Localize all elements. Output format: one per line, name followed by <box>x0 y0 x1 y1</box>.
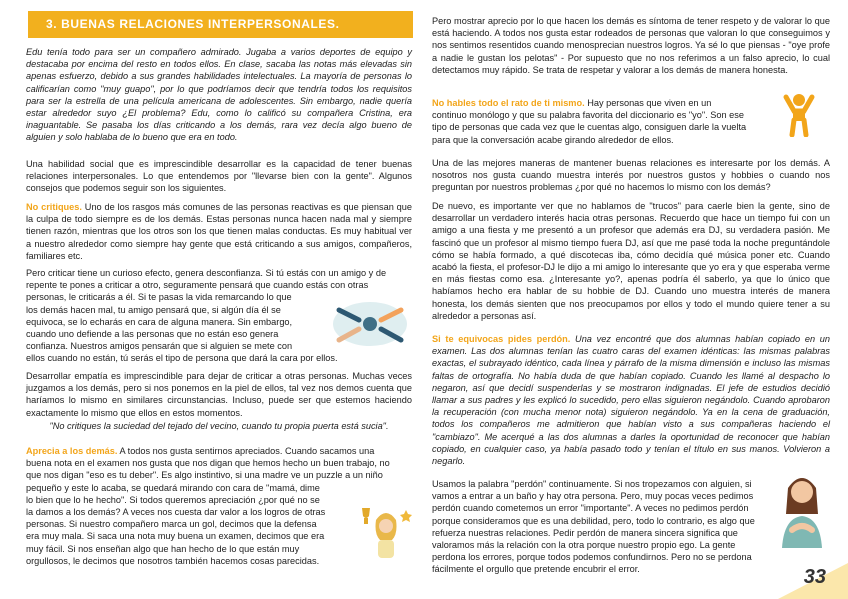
heading-perdon: Si te equivocas pides perdón. <box>432 334 571 344</box>
quote: "No critiques la suciedad del tejado del vecino, cuando tu propia puerta está sucia". <box>49 421 389 431</box>
paragraph-criticar: Pero criticar tiene un curioso efecto, genera desconfianza. Si tú estás con un amigo y de repente te pones a criticar a otro, seguramente pensará que cuando estás con otras personas, le criticarás a él. Si te pasas la vida remarcando lo que los demás hacen mal, tu amigo pensará que, si algún día él se equivoca, se lo echarás en cara de alguna manera. Sin embargo, cuando uno defiende a las personas que no están eso genera confianza. Nuestros amigos pensarán que si alguien se mete con ellos cuando no están, tú serás el tipo de persona que dará la cara por ellos. <box>26 268 387 364</box>
paragraph-palabra-perdon: Usamos la palabra "perdón" continuamente. Si nos tropezamos con alguien, si vamos a entrar a un baño y hay otra persona. Pero, muy pocas veces pedimos perdón cuando cometemos un error "importante". A veces no pedimos perdón porque consideramos que es una debilidad, pero, todo lo contrario, es algo que refuerza nuestras relaciones. Pedir perdón de manera sincera significa que valoramos más la relación con la otra porque nuestro propio ego. La gente perdona los errores, porque todos podemos confundirnos. Pero no se perdona fácilmente el orgullo que pretende encubrir el error. <box>432 479 755 575</box>
page-number: 33 <box>803 566 826 588</box>
paragraph-maneras: Una de las mejores maneras de mantener buenas relaciones es interesarte por los demás. A nosotros nos gusta cuando muestra interés por nuestros gustos y hobbies o cuando nos preguntan por nuestros problemas ¿por qué no hacemos lo mismo con los demás? <box>432 158 830 193</box>
section-banner: 3. BUENAS RELACIONES INTERPERSONALES. <box>28 11 413 38</box>
paragraph-critiques: No critiques. Uno de los rasgos más comunes de las personas reactivas es que piensan que la culpa de todo siempre es de los demás. Estas personas nunca hacen nada mal y siempre tienen razón, mientras que los otros son los que tienen malas conductas. Es muy habitual ver a nuestro alrededor como siempre hay gente que está criticando a sus amigos, compañeros, familiares etc. <box>26 202 412 261</box>
paragraph-no-hables: No hables todo el rato de ti mismo. Hay personas que viven en un continuo monólogo y que su palabra favorita del diccionario es "yo". Son ese tipo de personas que cada vez que le cuentas algo, consiguen darle la vuelta para que la conversación acabe girando alrededor de ellos. <box>432 98 747 145</box>
apologizing-girl-illustration <box>774 470 830 548</box>
paragraph-aprecia: Aprecia a los demás. A todos nos gusta sentirnos apreciados. Cuando sacamos una buena nota en el examen nos gusta que nos digan que hemos hecho un buen trabajo, no que nos digan "eso es tu deber". Es algo instintivo, si una madre ve un puzzle a un niño pequeño y este lo acaba, se quedará mirando con cara de "mamá, dime lo bien que lo he hecho". Si todos queremos apreciación ¿por qué no se la damos a los demás? A veces nos cuesta dar valor a los logros de otras personas. Si nuestro compañero marca un gol, decimos que la defensa era muy mala. Si saca una nota muy buena un examen, decimos que era muy fácil. Si nos enseñan algo que han hecho de lo que están muy orgullosos, le decimos que nosotros también hacemos cosas parecidas. <box>26 446 390 566</box>
paragraph-aprecio: Pero mostrar aprecio por lo que hacen los demás es síntoma de tener respeto y de valorar lo que está haciendo. A todos nos gusta estar rodeados de personas que valoran lo que conseguimos y nos sentimos resentidos cuando menosprecian nuestros logros. Ya sé lo que piensas - "oye profe a nadie le gustan los pelotas" - Por supuesto que no nos referimos a un falso aprecio, lo cual detectamos muy rápido. Se trata de respetar y valorar a los demás de manera honesta. <box>432 16 830 75</box>
paragraph-de-nuevo: De nuevo, es importante ver que no hablamos de "trucos" para caerle bien la gente, sino de desarrollar un verdadero interés hacia otras personas. Recuerdo que hace un tiempo fui con un amigo a una fiesta y me presentó a un profesor que además era DJ, su verdadera pasión. Me fascinó que un profesor al mismo tiempo fuera DJ, así que me pasé toda la noche preguntándole cómo se había formado, a qué discotecas iba, cómo decidía qué música poner etc. Cuando acabó la fiesta, el profesor-DJ le dijo a mi amigo lo interesante que yo era y que esperaba verme en más fiestas como esa. ¿Interesante yo?, apenas podría él saberlo, ya que lo único que habíamos hecho era hablar de su hobbie de DJ. Cuando uno muestra interés de manera honesta, los demás sienten que nos preocupamos por ellos y todo el mundo quiere tener a su alrededor a personas así. <box>432 201 830 321</box>
paragraph-perdon-story: Si te equivocas pides perdón. Una vez encontré que dos alumnas habían copiado en un examen. Las dos alumnas tenían las cuatro caras del examen idénticas: las mismas palabras exactas, el subrayado idéntico, cada línea y párrafo de la misma dimensión e incluso las mismas faltas de ortografía. No había duda de que habían copiado. Cuando les llamé al despacho lo negaron, así que decidí suspenderlas y se mostraron indignadas. El jefe de estudios decidió llamar a sus padres y les explicó lo sucedido, pero ellas siguieron negándolo. Cuando aprobaron la recuperación (con mucha menor nota) siguieron negándolo. Ya en la cena de graduación, todos los compañeros me admitieron que habían visto a sus compañeras haciendo el "cambiazo". Me acerqué a las dos alumnas a darles la oportunidad de reconocer que habían copiado, en cualquier caso, ya había pasado todo y tenían el título en sus manos. Volvieron a negarlo. <box>432 334 830 467</box>
intro-story: Edu tenía todo para ser un compañero admirado. Jugaba a varios deportes de equipo y destacaba por encima del resto en todos ellos. En clase, sacaba las notas más elevadas sin apenas esfuerzo, debido a sus grandes habilidades intelectuales. La mayoría de personas lo calificarían como "muy guapo", por lo que podríamos decir que tendría todos los requisitos para ser la estrella de una película americana de adolescentes. Sin embargo, nadie quería estar alrededor suyo ¿El problema? Edu, como lo calificó su compañera Cristina, era inaguantable. Se pasaba los días criticando a los demás, rara vez decía algo bueno de alguien y solo hablaba de lo bueno que era en todo. <box>26 47 412 143</box>
heading-no-hables: No hables todo el rato de ti mismo. <box>432 98 585 108</box>
heading-no-critiques: No critiques. <box>26 202 82 212</box>
heading-aprecia: Aprecia a los demás. <box>26 446 118 456</box>
self-centered-person-icon <box>782 93 816 137</box>
trophy-girl-illustration <box>356 500 416 560</box>
pointing-people-illustration <box>331 300 409 348</box>
paragraph-empatia: Desarrollar empatía es imprescindible para dejar de criticar a otras personas. Muchas veces juzgamos a los demás, pero si nos ponemos en la piel de ellos, tal vez nos demos cuenta que haríamos lo mismo en similares circunstancias. Incluso, puede ser que estemos haciendo exactamente lo mismo que ellos en estos momentos. <box>26 371 412 418</box>
paragraph-habilidad: Una habilidad social que es imprescindible desarrollar es la capacidad de tener buenas relaciones interpersonales. Lo que entendemos por "llevarse bien con la gente". Algunos consejos que podemos seguir son los siguientes. <box>26 159 412 194</box>
